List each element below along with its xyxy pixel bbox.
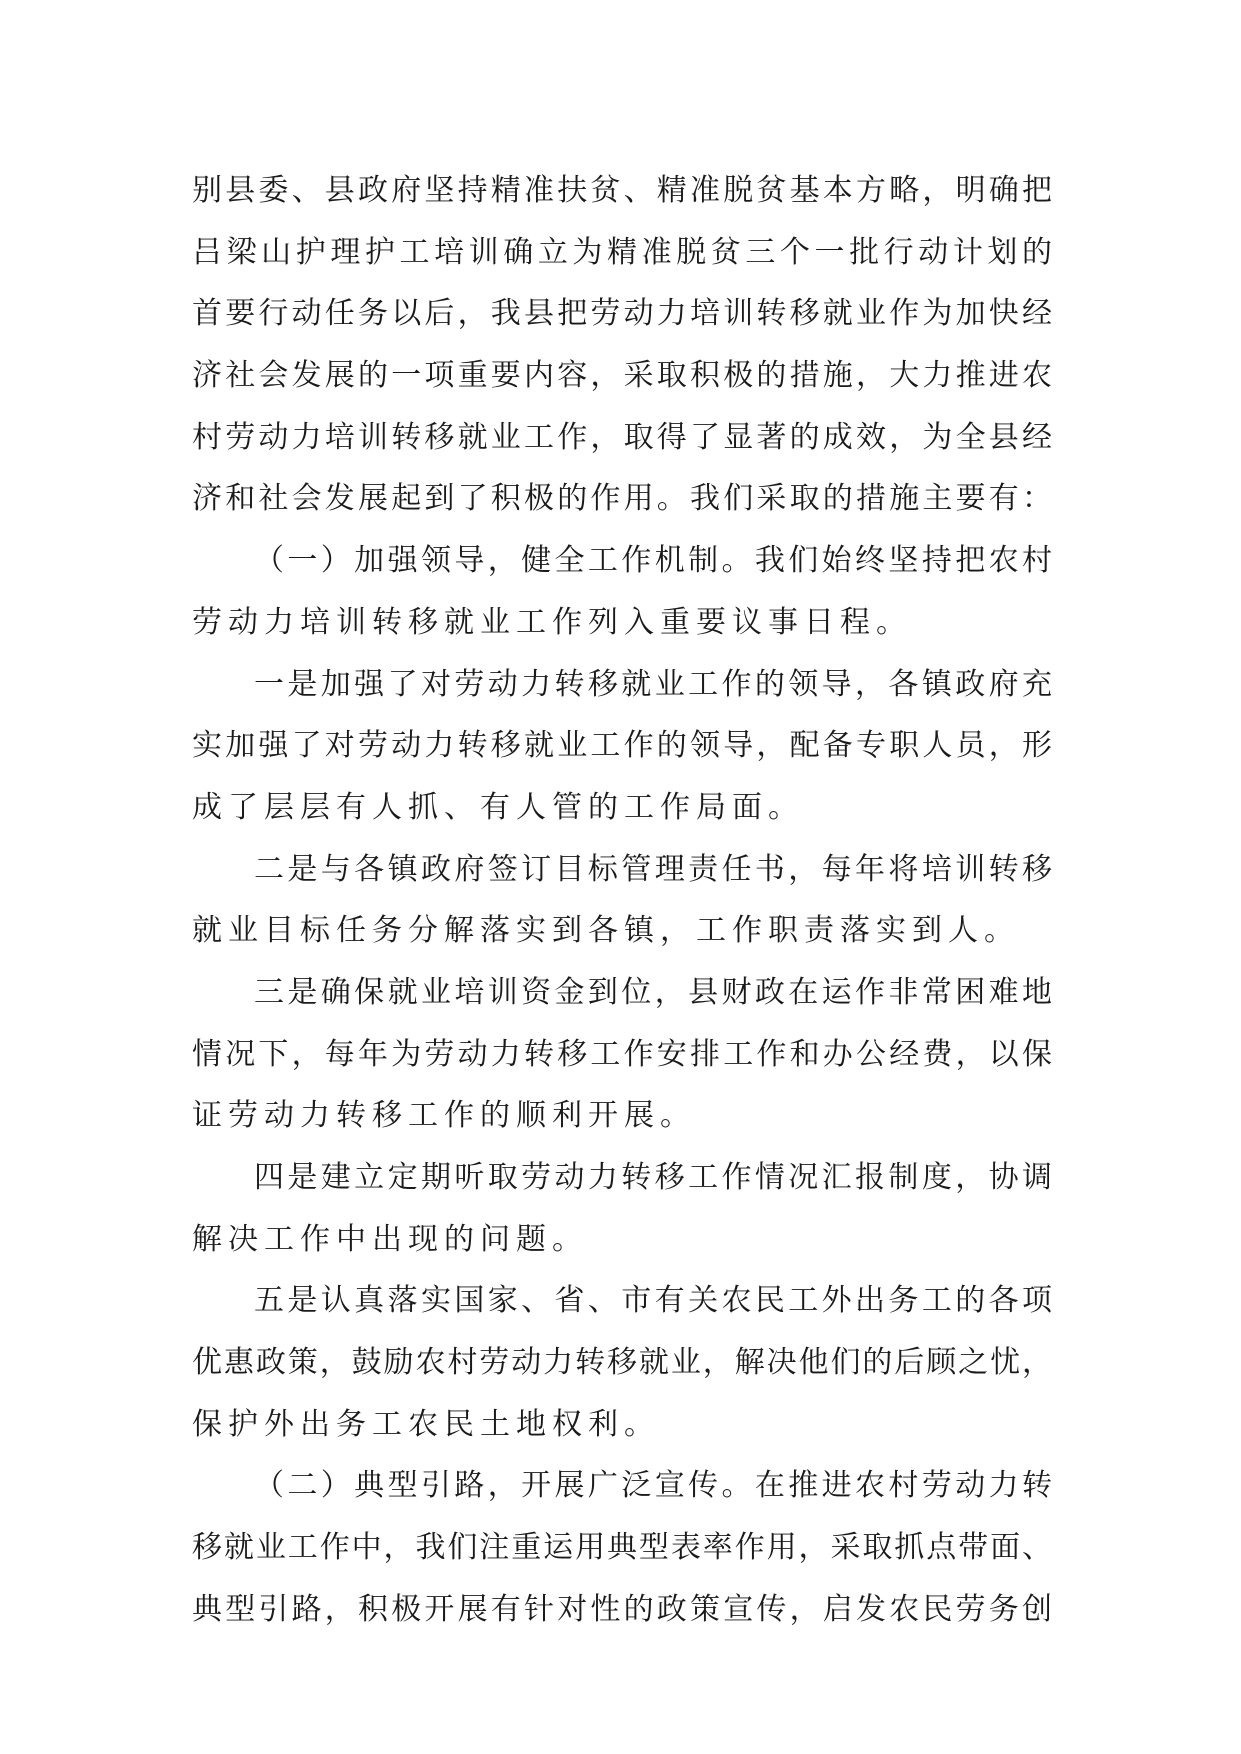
paragraph-start-line: 二是与各镇政府签订目标管理责任书，每年将培训转移 <box>254 851 1052 887</box>
text-line: 别县委、县政府坚持精准扶贫、精准脱贫基本方略，明确把 <box>192 173 1052 208</box>
text-line: 吕梁山护理护工培训确立为精准脱贫三个一批行动计划的 <box>192 234 1052 270</box>
text-line: 济社会发展的一项重要内容，采取积极的措施，大力推进农 <box>192 358 1052 394</box>
text-line: 济和社会发展起到了积极的作用。我们采取的措施主要有： <box>192 481 1052 517</box>
text-line: 解决工作中出现的问题。 <box>192 1221 588 1257</box>
paragraph-start-line: 四是建立定期听取劳动力转移工作情况汇报制度，协调 <box>254 1160 1052 1195</box>
text-line: 劳动力培训转移就业工作列入重要议事日程。 <box>192 604 912 640</box>
text-line: 首要行动任务以后，我县把劳动力培训转移就业作为加快经 <box>192 296 1052 332</box>
text-line: 成了层层有人抓、有人管的工作局面。 <box>192 789 804 825</box>
section-heading-line: （一）加强领导，健全工作机制。我们始终坚持把农村 <box>254 543 1052 579</box>
text-line: 情况下，每年为劳动力转移工作安排工作和办公经费，以保 <box>192 1036 1052 1072</box>
text-line: 证劳动力转移工作的顺利开展。 <box>192 1098 696 1134</box>
text-line: 实加强了对劳动力转移就业工作的领导，配备专职人员，形 <box>192 728 1052 764</box>
text-line: 村劳动力培训转移就业工作，取得了显著的成效，为全县经 <box>192 419 1052 455</box>
section-heading-line: （二）典型引路，开展广泛宣传。在推进农村劳动力转 <box>254 1468 1052 1504</box>
text-line: 移就业工作中，我们注重运用典型表率作用，采取抓点带面、 <box>192 1530 1052 1566</box>
text-line: 典型引路，积极开展有针对性的政策宣传，启发农民劳务创 <box>192 1591 1052 1627</box>
text-line: 保护外出务工农民土地权利。 <box>192 1406 660 1442</box>
paragraph-start-line: 一是加强了对劳动力转移就业工作的领导，各镇政府充 <box>254 666 1052 702</box>
paragraph-start-line: 三是确保就业培训资金到位，县财政在运作非常困难地 <box>254 974 1052 1010</box>
text-line: 就业目标任务分解落实到各镇，工作职责落实到人。 <box>192 913 1020 949</box>
paragraph-start-line: 五是认真落实国家、省、市有关农民工外出务工的各项 <box>254 1283 1052 1319</box>
text-line: 优惠政策，鼓励农村劳动力转移就业，解决他们的后顾之忧， <box>192 1345 1052 1381</box>
document-body <box>192 160 1052 1641</box>
